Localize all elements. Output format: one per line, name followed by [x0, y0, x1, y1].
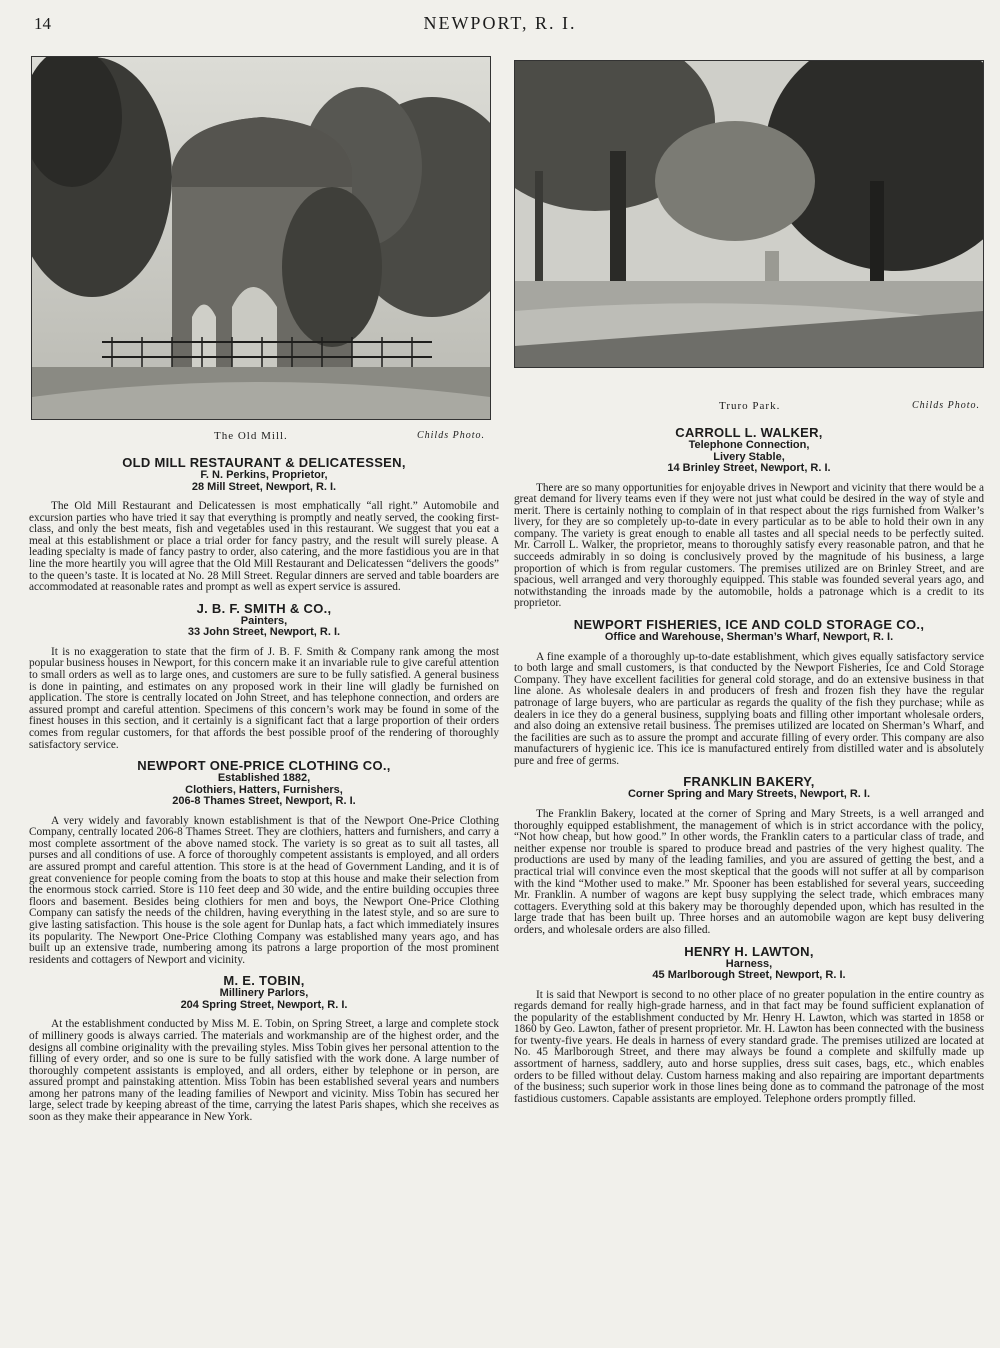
listing-address: 14 Brinley Street, Newport, R. I.	[667, 462, 831, 474]
truro-park-caption	[514, 400, 984, 418]
listing-heading: NEWPORT ONE-PRICE CLOTHING CO.,	[137, 758, 391, 774]
listing-address: Office and Warehouse, Sherman’s Wharf, Newport, R. I.	[604, 631, 894, 644]
listing-subheading: Millinery Parlors,	[219, 987, 309, 1000]
listing-address: 206-8 Thames Street, Newport, R. I.	[172, 795, 356, 808]
listing-smith-co	[29, 602, 499, 751]
listing-subheading: Established 1882,	[217, 772, 311, 785]
listing-heading: M. E. TOBIN,	[223, 973, 305, 989]
listing-one-price-clothing	[29, 759, 499, 966]
listing-heading: HENRY H. LAWTON,	[684, 943, 814, 959]
listing-subheading: F. N. Perkins, Proprietor,	[200, 469, 328, 481]
old-mill-illustration	[32, 57, 490, 419]
listing-subheading: Painters,	[240, 614, 288, 627]
listing-subheading: Telephone Connection,	[688, 439, 810, 451]
old-mill-caption	[29, 430, 499, 448]
listing-heading: CARROLL L. WALKER,	[675, 425, 823, 440]
listing-subheading: Clothiers, Hatters, Furnishers,	[185, 783, 343, 796]
photo-caption-title: The Old Mill.	[214, 430, 288, 442]
listing-address: 45 Marlborough Street, Newport, R. I.	[652, 969, 846, 981]
listing-heading: J. B. F. SMITH & CO.,	[196, 600, 332, 616]
listing-body: The Old Mill Restaurant and Delicatessen is most emphatically “all right.” Automobile and excursion parties who have tried it say that everything is promptly and neatly served, the cooking first-class, and only the best meats, fish and vegetables used in this restaurant. We suggest that you eat a meal at this establishment or place a trial order for fancy pastry, and the result will surely please. A leading specialty is made of fancy pastry to order, also catering, and the more fastidious you are in that line the more heartily you will agree that the Old Mill Restaurant and Delicatessen “delivers the goods” to the queen’s taste. It is located at No. 28 Mill Street. Regular dinners are served and table boarders are accommodated at reasonable rates and prompt as well as expert service is assured.	[29, 500, 499, 594]
running-title: NEWPORT, R. I.	[423, 13, 577, 33]
photo-caption-title: Truro Park.	[719, 400, 781, 412]
listing-henry-lawton	[514, 945, 984, 1106]
listing-address: 204 Spring Street, Newport, R. I.	[180, 998, 348, 1011]
listing-body: It is no exaggeration to state that the firm of J. B. F. Smith & Company rank among the most popular business houses in Newport, for this concern make it an invariable rule to give careful attention to small orders as well as to large ones, and customers are sure to be fully satisfied. A general business is done in painting, and estimates on any proposed work in their line will gladly be furnished on application. The store is centrally located on John Street, and has telephone connection, and orders are assured prompt and careful attention. Specimens of this concern’s work may be found in some of the finest houses in this section, and it certainly is a significant fact that a large proportion of their orders comes from regular customers, for that affords the best possible proof of the rendering of thoroughly satisfactory service.	[29, 645, 499, 751]
listing-body: A very widely and favorably known establishment is that of the Newport One-Price Clothing Company, centrally located 206-8 Thames Street. They are clothiers, hatters and furnishers, and carry a most complete assortment of the above named stock. The variety is so great as to suit all tastes, all purses and all conditions of use. A force of thoroughly competent assistants is employed, and all orders are assured prompt and careful attention. This store is at the head of Government Landing, and it is of great convenience for people coming from the boats to stop at this house and make their selection from the enormous stock carried. Store is 110 feet deep and 30 wide, and the entire building occupies three floors and basement. Besides being clothiers for men and boys, the Newport One-Price Clothing Company can satisfy the needs of the children, having everything in the latest style, and so are sure to give lasting satisfaction. This house is the sole agent for Dunlap hats, a fact which immediately insures its popularity. The Newport One-Price Clothing Company was established many years ago, and has built up an extensive trade, numbering among its patrons a large proportion of the most prominent residents and cottagers of Newport and vicinity.	[29, 814, 499, 966]
listing-heading: FRANKLIN BAKERY,	[683, 774, 815, 790]
truro-park-illustration	[515, 61, 983, 367]
listing-address: 33 John Street, Newport, R. I.	[187, 626, 341, 639]
listing-subheading: Harness,	[725, 957, 773, 970]
listing-body: It is said that Newport is second to no other place of no greater population in the entire country as regards demand for really high-grade harness, and in that fact may be found sufficient explanation of the popularity of the establishment conducted by Mr. Henry H. Lawton, which was started in 1858 or 1860 by Geo. Lawton, father of present proprietor. Mr. H. Lawton has been connected with the business for twenty-five years. He deals in harness of every standard grade. The premises utilized are located at No. 45 Marlborough Street, and there may always be found a complete and skilfully made up assortment of harness, saddlery, auto and horse supplies, dress suit cases, bags, etc., which enables orders to be filled without delay. Custom harness making and also repairing are important departments of the business; such superior work in those lines being done as to command the patronage of the most fastidious customers. Capable assistants are employed. Telephone orders promptly filled.	[514, 988, 984, 1105]
listing-body: A fine example of a thoroughly up-to-date establishment, which gives equally satisfactory service to both large and small customers, is that conducted by the Newport Fisheries, Ice and Cold Storage Company. They have excellent facilities for general cold storage, and do an extensive business in that line alone. As wholesale dealers in and producers of fresh and frozen fish they have the regular patronage of large buyers, who are particular as regards the quality of the fish they purchase; while as dealers in ice they do a general business, supplying boats and filling other important wholesale orders, and also doing an extensive retail business. The premises utilized are located on Sherman’s Wharf, and the facilities are such as to assure the prompt and accurate filling of every order. This company are also manufacturers of hygienic ice. This ice is manufactured entirely from distilled water and is absolutely pure and free of germs.	[514, 650, 984, 767]
listing-address: 28 Mill Street, Newport, R. I.	[191, 480, 337, 493]
old-mill-photo	[31, 56, 491, 420]
photo-credit: Childs Photo.	[416, 430, 485, 441]
listing-newport-fisheries	[514, 618, 984, 767]
page-number: 14	[34, 14, 51, 33]
listing-tobin	[29, 974, 499, 1123]
photo-credit: Childs Photo.	[911, 400, 980, 411]
listing-heading: OLD MILL RESTAURANT & DELICATESSEN,	[122, 455, 406, 470]
right-column	[514, 56, 984, 1105]
left-column	[29, 56, 499, 1124]
listing-subheading: Livery Stable,	[713, 450, 785, 463]
listing-body: The Franklin Bakery, located at the corner of Spring and Mary Streets, is a well arranged and thoroughly equipped establishment, the management of which is in strict accordance with the policy, “Not how cheap, but how good.” In other words, the Franklin caters to a particular class of trade, and neither expense nor trouble is spared to produce bread and pastries of the very highest quality. The productions are used by many of the leading families, and you are assured of getting the best, and a practical trial will convince even the most skeptical that the goods will not suffer at all by comparison with the kind “Mother used to make.” Mr. Spooner has been established for several years, succeeding Mr. Franklin. A number of wagons are kept busy supplying the select trade, which embraces many cottagers. Everything sold at this bakery may be thoroughly depended upon, which has resulted in the large trade that has been built up. Three horses and an automobile wagon are kept busy delivering orders, and wholesale orders are also filled.	[514, 807, 984, 936]
listing-franklin-bakery	[514, 775, 984, 936]
truro-park-photo	[514, 60, 984, 368]
listing-address: Corner Spring and Mary Streets, Newport, R. I.	[627, 788, 871, 801]
listing-carroll-walker	[514, 426, 984, 610]
listing-body: At the establishment conducted by Miss M. E. Tobin, on Spring Street, a large and complete stock of millinery goods is always carried. The materials and workmanship are of the highest order, and the designs all combine originality with the prevailing styles. Miss Tobin gives her personal attention to the filling of every order, and so one is sure to be fully satisfied with the work done. A large number of thoroughly competent assistants is employed, and all orders, either by telephone or in person, are assured prompt and painstaking attention. Miss Tobin has been established several years and numbers among her patrons many of the leading families of Newport and vicinity. Miss Tobin has secured her large, select trade by keeping abreast of the time, carrying the latest Paris shapes, which she receives as soon as they make their appearance in New York.	[29, 1018, 499, 1124]
listing-heading: NEWPORT FISHERIES, ICE AND COLD STORAGE CO.,	[573, 617, 925, 633]
listing-old-mill-restaurant	[29, 456, 499, 594]
listing-body: There are so many opportunities for enjoyable drives in Newport and vicinity that there would be a great demand for livery teams even if they were not just what could be desired in the way of style and merit. There is certainly nothing to complain of in that respect about the rigs furnished from Walker’s livery, for they are so completely up-to-date in every particular as to be able to hold their own in any company. The variety is great enough to enable all tastes and all special needs to be perfectly suited. Mr. Carroll L. Walker, the proprietor, means to thoroughly satisfy every reasonable patron, and that he succeeds admirably in so doing is conclusively proved by the magnitude of his business, a large proportion of which is from regular customers. The premises utilized are on Brinley Street, and are spacious, well arranged and very thoroughly equipped. This stable was founded several years ago, and notwithstanding the inroads made by the automobile, holds a patronage which is a credit to its proprietor.	[514, 481, 984, 610]
